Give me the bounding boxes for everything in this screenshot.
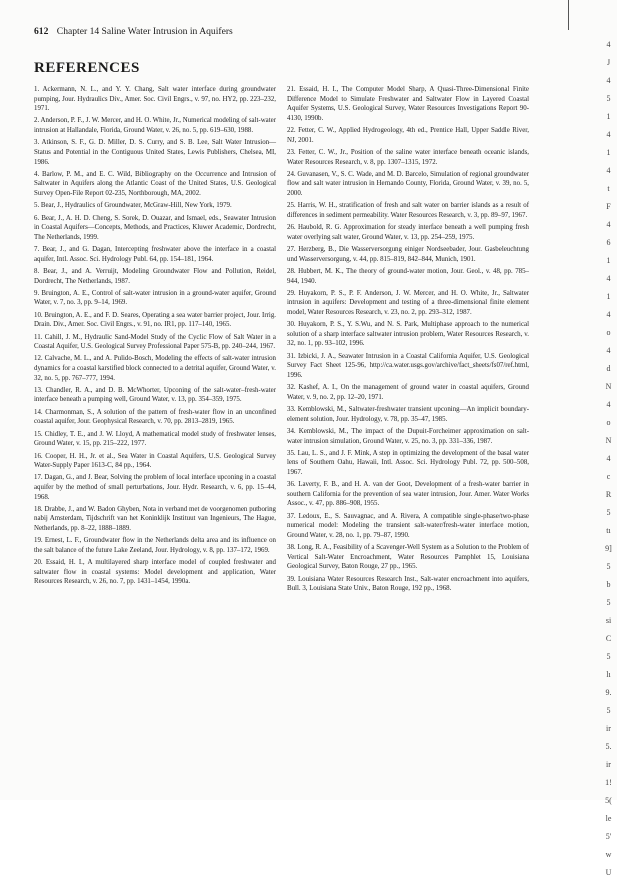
reference-entry: 34. Kemblowski, M., The impact of the Dupuit-Forcheimer approximation on salt-water intrusion simulation, Ground Water, v. 25, no. 3, pp. 331–336, 1987. <box>287 427 529 445</box>
margin-fragment: 5 <box>606 598 611 607</box>
margin-fragment: 4 <box>606 454 611 463</box>
margin-fragment: 4 <box>606 310 611 319</box>
margin-fragment: 5 <box>606 652 611 661</box>
margin-fragment: 1! <box>605 778 612 787</box>
reference-entry: 17. Dagan, G., and J. Bear, Solving the problem of local interface upconing in a coastal aquifer by the method of small perturbations, Jour. Hydr. Research, v. 6, pp. 15–44, 1968. <box>34 474 276 501</box>
edge-rule <box>568 0 569 30</box>
margin-fragment: 4 <box>606 76 611 85</box>
references-heading: REFERENCES <box>34 60 140 76</box>
reference-entry: 21. Essaid, H. I., The Computer Model Sharp, A Quasi-Three-Dimensional Finite Difference Model to Simulate Freshwater and Saltwater Flow in Layered Coastal Aquifer Systems, U.S. Geological Survey, Water Resources Investigations Report 90-4130, 1990b. <box>287 86 529 122</box>
margin-fragment: t <box>607 184 610 193</box>
margin-fragment: 5. <box>605 742 612 751</box>
margin-fragment: 5( <box>605 796 612 805</box>
reference-entry: 13. Chandler, R. A., and D. B. McWhorter, Upconing of the salt-water–fresh-water interface beneath a pumping well, Ground Water, v. 13, pp. 354–359, 1975. <box>34 386 276 404</box>
reference-entry: 15. Chidley, T. E., and J. W. Lloyd, A mathematical model study of freshwater lenses, Ground Water, v. 15, pp. 215–222, 1977. <box>34 430 276 448</box>
margin-fragment: o <box>606 418 611 427</box>
reference-entry: 3. Atkinson, S. F., G. D. Miller, D. S. Curry, and S. B. Lee, Salt Water Intrusion—Status and Potential in the Contiguous United States, Lewis Publishers, Chelsea, MI, 1986. <box>34 139 276 166</box>
margin-fragment: 6 <box>606 238 611 247</box>
reference-entry: 16. Cooper, H. H., Jr. et al., Sea Water in Coastal Aquifers, U.S. Geological Survey Water-Supply Paper 1613-C, 84 pp., 1964. <box>34 452 276 470</box>
margin-fragment: 5 <box>606 508 611 517</box>
margin-fragment: J <box>606 58 611 67</box>
reference-entry: 19. Ernest, L. F., Groundwater flow in the Netherlands delta area and its influence on the salt balance of the future Lake Zeeland, Jour. Hydrology, v. 8, pp. 137–172, 1969. <box>34 537 276 554</box>
running-header <box>34 26 233 37</box>
reference-entry: 31. Izbicki, J. A., Seawater Intrusion in a Coastal California Aquifer, U.S. Geological Survey Fact Sheet 125-96, http://ca.water.usgs.gov/archive/fact_sheets/fs07/ref.html, 1996. <box>287 352 529 379</box>
reference-entry: 4. Barlow, P. M., and E. C. Wild, Bibliography on the Occurrence and Intrusion of Saltwater in Aquifers along the Atlantic Coast of the United States, U.S. Geological Survey Open-File Report 02-235, Northborough, MA, 2002. <box>34 170 276 197</box>
margin-fragment: 4 <box>606 220 611 229</box>
reference-entry: 38. Long, R. A., Feasibility of a Scavenger-Well System as a Solution to the Problem of Vertical Salt-Water Encroachment, Water Resources Pamphlet 15, Louisiana Geological Survey, Baton Rouge, 27 pp., 1965. <box>287 544 529 571</box>
margin-fragment: lı <box>606 670 611 679</box>
margin-fragment: ir <box>606 724 611 733</box>
reference-entry: 36. Laverty, F. B., and H. A. van der Goot, Development of a fresh-water barrier in southern California for the prevention of sea water intrusion, Jour. Amer. Water Works Assoc., v. 47, pp. 886–908, 1955. <box>287 481 529 508</box>
margin-fragment: 4 <box>606 346 611 355</box>
margin-fragment: d <box>606 364 611 373</box>
margin-fragment: 1 <box>606 148 611 157</box>
reference-entry: 1. Ackermann, N. L., and Y. Y. Chang, Salt water interface during groundwater pumping, Jour. Hydraulics Div., Amer. Soc. Civil Engrs., v. 97, no. HY2, pp. 223–232, 1971. <box>34 86 276 113</box>
reference-entry: 20. Essaid, H. I., A multilayered sharp interface model of coupled freshwater and saltwater flow in coastal systems: Model development and application, Water Resources Research, v. 26, no. 7, pp. 1431–1454, 1990a. <box>34 559 276 586</box>
reference-entry: 14. Charmonman, S., A solution of the pattern of fresh-water flow in an unconfined coastal aquifer, Jour. Geophysical Research, v. 70, pp. 2813–2819, 1965. <box>34 408 276 426</box>
margin-fragment: 9. <box>605 688 612 697</box>
margin-fragment: le <box>605 814 612 823</box>
reference-entry: 6. Bear, J., A. H. D. Cheng, S. Sorek, D. Ouazar, and Ismael, eds., Seawater Intrusion in Coastal Aquifers—Concepts, Methods, and Practices, Kluwer Academic, Dordrecht, The Netherlands, 1999. <box>34 214 276 241</box>
margin-fragment: c <box>606 472 611 481</box>
margin-fragment: U <box>605 868 612 877</box>
references-right-column <box>287 85 529 597</box>
reference-entry: 10. Bruington, A. E., and F. D. Seares, Operating a sea water barrier project, Jour. Irrig. Drain. Div., Amer. Soc. Civil Engrs., v. 91, no. IR1, pp. 117–140, 1965. <box>34 311 276 329</box>
margin-fragment: 1 <box>606 256 611 265</box>
reference-entry: 5. Bear, J., Hydraulics of Groundwater, McGraw-Hill, New York, 1979. <box>34 202 232 210</box>
margin-fragment: 4 <box>606 400 611 409</box>
reference-entry: 32. Kashef, A. I., On the management of ground water in coastal aquifers, Ground Water, v. 9, no. 2, pp. 12–20, 1971. <box>287 384 529 401</box>
margin-fragment: F <box>606 202 611 211</box>
margin-fragment: ir <box>606 760 611 769</box>
chapter-title: Chapter 14 Saline Water Intrusion in Aquifers <box>56 26 233 37</box>
reference-entry: 7. Bear, J., and G. Dagan, Intercepting freshwater above the interface in a coastal aquifer, Intl. Assoc. Sci. Hydrology Publ. 64, pp. 154–181, 1964. <box>34 246 276 263</box>
right-margin-fragments <box>600 40 617 886</box>
reference-entry: 27. Herzberg, B., Die Wasserversorgung einiger Nordseebader, Jour. Gasbeleuchtung und Wasserversorgung, v. 44, pp. 815–819, 842–844, Munich, 1901. <box>287 246 529 263</box>
margin-fragment: 5 <box>606 94 611 103</box>
margin-fragment: si <box>605 616 612 625</box>
reference-entry: 25. Harris, W. H., stratification of fresh and salt water on barrier islands as a result of differences in sediment permeability. Water Resources Research, v. 3, pp. 89–97, 1967. <box>287 202 529 219</box>
margin-fragment: N <box>605 436 612 445</box>
margin-fragment: 5' <box>605 832 612 841</box>
margin-fragment: tı <box>606 526 611 535</box>
margin-fragment: o <box>606 328 611 337</box>
margin-fragment: 5 <box>606 706 611 715</box>
reference-entry: 39. Louisiana Water Resources Research Inst., Salt-water encroachment into aquifers, Bull. 3, Louisiana State Univ., Baton Rouge, 192 pp., 1968. <box>287 575 529 593</box>
references-left-column <box>34 85 276 590</box>
reference-entry: 28. Hubbert, M. K., The theory of ground-water motion, Jour. Geol., v. 48, pp. 785–944, 1940. <box>287 267 529 285</box>
margin-fragment: R <box>605 490 612 499</box>
reference-entry: 37. Ledoux, E., S. Sauvagnac, and A. Rivera, A compatible single-phase/two-phase numerical model: Modeling the transient salt-water/fresh-water interface motion, Ground Water, v. 28, no. 1, pp. 79–87, 1990. <box>287 512 529 539</box>
reference-entry: 12. Calvache, M. L., and A. Pulido-Bosch, Modeling the effects of salt-water intrusion dynamics for a coastal karstified block connected to a detrital aquifer, Ground Water, v. 32, no. 5, pp. 767–777, 1994. <box>34 355 276 382</box>
margin-fragment: 5 <box>606 562 611 571</box>
margin-fragment: 4 <box>606 40 611 49</box>
margin-fragment: 4 <box>606 274 611 283</box>
margin-fragment: w <box>605 850 612 859</box>
margin-fragment: 4 <box>606 166 611 175</box>
reference-entry: 30. Huyakorn, P. S., Y. S.Wu, and N. S. Park, Multiphase approach to the numerical solution of a sharp interface saltwater intrusion problem, Water Resources Research, v. 32, no. 1, pp. 93–102, 1996. <box>287 321 529 348</box>
margin-fragment: 1 <box>606 112 611 121</box>
margin-fragment: b <box>606 580 611 589</box>
reference-entry: 8. Bear, J., and A. Verruijt, Modeling Groundwater Flow and Pollution, Reidel, Dordrecht, The Netherlands, 1987. <box>34 267 276 285</box>
margin-fragment: 1 <box>606 292 611 301</box>
reference-entry: 35. Lau, L. S., and J. F. Mink, A step in optimizing the development of the basal water lens of Southern Oahu, Hawaii, Intl. Assoc. Sci. Hydrology Publ. 72, pp. 500–508, 1967. <box>287 449 529 476</box>
margin-fragment: 9] <box>605 544 612 553</box>
margin-fragment: N <box>605 382 612 391</box>
reference-entry: 24. Guvanasen, V., S. C. Wade, and M. D. Barcelo, Simulation of regional groundwater flow and salt water intrusion in Hernando County, Florida, Ground Water, v. 39, no. 5, 2000. <box>287 170 529 197</box>
margin-fragment: C <box>605 634 612 643</box>
reference-entry: 26. Haubold, R. G. Approximation for steady interface beneath a well pumping fresh water overlying salt water, Ground Water, v. 13, pp. 254–259, 1975. <box>287 224 529 241</box>
reference-entry: 18. Drabbe, J., and W. Badon Ghyben, Nota in verband met de voorgenomen putboring nabij Amsterdam, Tijdschrift van het Koninklijk Instituut van Ingenieurs, The Hague, Netherlands, pp. 8–22, 1888–1889. <box>34 505 276 533</box>
reference-entry: 11. Cahill, J. M., Hydraulic Sand-Model Study of the Cyclic Flow of Salt Water in a Coastal Aquifer, U.S. Geological Survey Professional Paper 575-B, pp. 240–244, 1967. <box>34 333 276 351</box>
reference-entry: 22. Fetter, C. W., Applied Hydrogeology, 4th ed., Prentice Hall, Upper Saddle River, NJ, 2001. <box>287 127 529 144</box>
page-number: 612 <box>34 26 49 37</box>
reference-entry: 29. Huyakorn, P. S., P. F. Anderson, J. W. Mercer, and H. O. White, Jr., Saltwater intrusion in aquifers: Development and testing of a three-dimensional finite element model, Water Resources Research, v. 23, no. 2, pp. 293–312, 1987. <box>287 289 529 316</box>
reference-entry: 2. Anderson, P. F., J. W. Mercer, and H. O. White, Jr., Numerical modeling of salt-water intrusion at Hallandale, Florida, Ground Water, v. 26, no. 5, pp. 619–630, 1988. <box>34 117 276 135</box>
margin-fragment: 4 <box>606 130 611 139</box>
reference-entry: 33. Kemblowski, M., Saltwater-freshwater transient upconing—An implicit boundary-element solution, Jour. Hydrology, v. 78, pp. 35–47, 1985. <box>287 406 529 423</box>
reference-entry: 23. Fetter, C. W., Jr., Position of the saline water interface beneath oceanic islands, Water Resources Research, v. 8, pp. 1307–1315, 1972. <box>287 148 529 166</box>
reference-entry: 9. Bruington, A. E., Control of salt-water intrusion in a ground-water aquifer, Ground Water, v. 7, no. 3, pp. 9–14, 1969. <box>34 289 276 307</box>
